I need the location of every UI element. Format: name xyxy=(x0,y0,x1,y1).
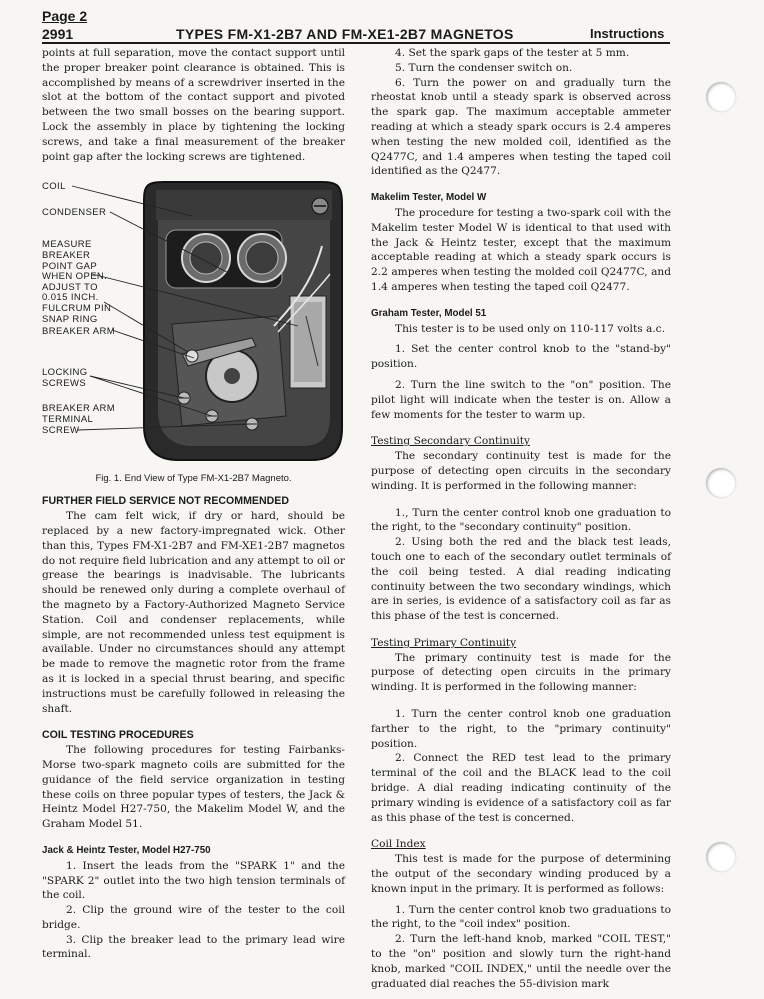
graham-step-1: 1. Set the center control knob to the "stand-by" position. xyxy=(371,343,671,371)
makelim-paragraph: The procedure for testing a two-spark coil with the Makelim tester Model W is identical to that used with the Jack & Heintz tester, except that the maximum acceptable reading at which a steady spark occurs is 2.2 amperes when testing the molded coil Q2477C, and 1.4 amperes when testing the taped coil Q2477. xyxy=(371,206,671,293)
jack-heintz-step-6: 6. Turn the power on and gradually turn the rheostat knob until a steady spark is observed across the spark gap. The maximum acceptable ammeter reading at which a steady spark occurs is 2.4 amperes when testing the new molded coil, identified as the Q2477C, and 1.4 amperes when testing the taped coil identified as the Q2477. xyxy=(371,76,671,178)
secondary-step-2: 2. Using both the red and the black test leads, touch one to each of the secondary outlet terminals of the coil being tested. A dial reading indicating continuity between the two secondary windings, which are in series, is evidence of a satisfactory coil as far as this phase of the test is concerned. xyxy=(371,536,671,623)
coil-index-step-1: 1. Turn the center control knob two graduations to the right, to the "coil index" position. xyxy=(371,903,671,931)
coil-label: COIL xyxy=(42,181,66,193)
jack-heintz-step-2: 2. Clip the ground wire of the tester to the coil bridge. xyxy=(42,904,345,931)
primary-continuity-heading: Testing Primary Continuity xyxy=(371,636,517,649)
breaker-arm-label: BREAKER ARM xyxy=(42,326,116,338)
magneto-figure xyxy=(42,176,345,488)
graham-heading: Graham Tester, Model 51 xyxy=(371,307,487,319)
coil-index-heading: Coil Index xyxy=(371,838,426,851)
locking-label-line: SCREWS xyxy=(42,377,87,389)
jack-heintz-heading: Jack & Heintz Tester, Model H27-750 xyxy=(42,844,211,856)
terminal-label-line: SCREW xyxy=(42,424,80,436)
graham-paragraph: This tester is to be used only on 110-117 volts a.c. xyxy=(395,322,665,335)
secondary-continuity-heading: Testing Secondary Continuity xyxy=(371,435,530,448)
measure-label xyxy=(42,240,107,304)
coil-testing-heading: COIL TESTING PROCEDURES xyxy=(42,729,194,742)
graham-step-2: 2. Turn the line switch to the "on" position. The pilot light will indicate when the tester is on. Allow a few moments for the tester to warm up. xyxy=(371,378,671,421)
measure-label-line: 0.015 INCH. xyxy=(42,292,99,304)
makelim-heading: Makelim Tester, Model W xyxy=(371,192,487,204)
locking-screws-label xyxy=(42,368,88,389)
secondary-step-1: 1., Turn the center control knob one graduation to the right, to the "secondary continuity" position. xyxy=(371,506,671,534)
coil-index-step-2: 2. Turn the left-hand knob, marked "COIL TEST," to the "on" position and slowly turn the right-hand knob, marked "COIL INDEX," until the needle over the graduated dial reaches the 55-division mark xyxy=(371,933,671,990)
intro-paragraph: points at full separation, move the contact support until the proper breaker point clearance is obtained. This is accomplished by means of a screwdriver inserted in the slot at the bottom of the contact support and pivoted between the two small bosses on the bearing support. Lock the assembly in place by tightening the locking screws, and take a final measurement of the breaker point gap after the locking screws are tightened. xyxy=(42,47,345,163)
condenser-label: CONDENSER xyxy=(42,207,107,219)
binder-hole xyxy=(706,468,736,498)
binder-hole xyxy=(706,842,736,872)
primary-continuity-paragraph: The primary continuity test is made for the purpose of detecting open circuits in the primary winding. It is performed in the following manner: xyxy=(371,651,671,694)
measure-label-line: MEASURE xyxy=(42,239,92,251)
binder-hole xyxy=(706,82,736,112)
document-number: 2991 xyxy=(42,26,74,42)
secondary-continuity-paragraph: The secondary continuity test is made for the purpose of detecting open circuits in the secondary winding. It is performed in the following manner: xyxy=(371,450,671,492)
measure-label-line: BREAKER xyxy=(42,249,91,261)
fulcrum-pin-label: FULCRUM PIN xyxy=(42,303,112,315)
jack-heintz-step-1: 1. Insert the leads from the "SPARK 1" and the "SPARK 2" outlet into the two high tension terminals of the coil. xyxy=(42,859,345,902)
right-column xyxy=(371,46,671,991)
jack-heintz-step-5: 5. Turn the condenser switch on. xyxy=(395,61,573,74)
terminal-screw-label xyxy=(42,404,115,436)
header-rule xyxy=(42,42,670,44)
section-label: Instructions xyxy=(590,26,665,41)
jack-heintz-step-4: 4. Set the spark gaps of the tester at 5 mm. xyxy=(395,47,630,59)
measure-label-line: ADJUST TO xyxy=(42,281,98,293)
primary-step-1: 1. Turn the center control knob one graduation farther to the right, to the "primary continuity" position. xyxy=(371,708,671,750)
further-heading: FURTHER FIELD SERVICE NOT RECOMMENDED xyxy=(42,495,290,508)
primary-step-2: 2. Connect the RED test lead to the primary terminal of the coil and the BLACK lead to the coil bridge. A dial reading indicating continuity of the primary winding is evidence of a satisfactory coil as far as this phase of the test is concerned. xyxy=(371,752,671,824)
figure-caption: Fig. 1. End View of Type FM-X1-2B7 Magneto. xyxy=(95,473,292,485)
page-title: TYPES FM-X1-2B7 AND FM-XE1-2B7 MAGNETOS xyxy=(176,26,514,42)
further-paragraph: The cam felt wick, if dry or hard, should be replaced by a new factory-impregnated wick. Other than this, Types FM-X1-2B7 and FM-XE1-2B7 magnetos do not require field lubrication and any attempt to oil or grease the bearings is inadvisable. The lubricants should be renewed only during a complete overhaul of the magneto by a Factory-Authorized Magneto Service Station. Coil and condenser replacements, while simple, are not recommended unless test equipment is available. Under no circumstances should any attempt be made to remove the magnetic rotor from the frame as it is locked in a special thrust bearing, and specific instructions must be carefully followed in releasing the shaft. xyxy=(42,510,345,715)
left-column xyxy=(42,46,345,962)
coil-testing-paragraph: The following procedures for testing Fairbanks-Morse two-spark magneto coils are submitted for the guidance of the field service organization in testing these coils on three popular types of testers, the Jack & Heintz Model H27-750, the Makelim Model W, and the Graham Model 51. xyxy=(42,744,345,831)
snap-ring-label: SNAP RING xyxy=(42,314,98,326)
jack-heintz-step-3: 3. Clip the breaker lead to the primary lead wire terminal. xyxy=(42,933,345,961)
measure-label-line: WHEN OPEN. xyxy=(42,271,108,283)
terminal-label-line: TERMINAL xyxy=(42,413,94,425)
page-label: Page 2 xyxy=(42,8,88,24)
locking-label-line: LOCKING xyxy=(42,367,88,379)
measure-label-line: POINT GAP xyxy=(42,260,98,272)
terminal-label-line: BREAKER ARM xyxy=(42,403,116,415)
coil-index-paragraph: This test is made for the purpose of determining the output of the secondary winding produced by a known input in the primary. It is performed as follows: xyxy=(371,853,671,895)
